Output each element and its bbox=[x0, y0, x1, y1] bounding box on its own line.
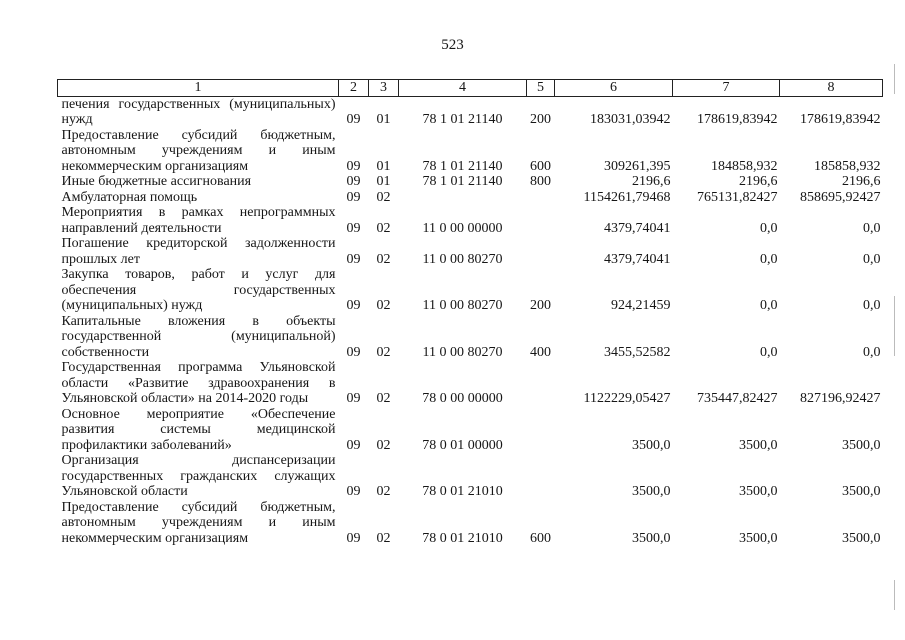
row-expense-type: 600 bbox=[530, 158, 551, 174]
row-amount-col7: 3500,0 bbox=[739, 484, 778, 499]
row-amount-col6: 3500,0 bbox=[632, 484, 671, 499]
row-target-code: 78 0 01 00000 bbox=[422, 437, 503, 453]
row-subsection: 02 bbox=[376, 344, 391, 360]
row-amount-col6: 183031,03942 bbox=[590, 112, 671, 127]
row-subsection: 01 bbox=[376, 112, 391, 127]
row-amount-col6: 2196,6 bbox=[632, 174, 671, 189]
row-name: печения государственных (муниципальных) нужд bbox=[61, 96, 336, 127]
row-name: Амбулаторная помощь bbox=[61, 189, 198, 205]
row-amount-col8: 178619,83942 bbox=[800, 112, 881, 127]
row-subsection: 02 bbox=[376, 391, 391, 406]
table-row bbox=[58, 128, 883, 175]
row-amount-col8: 0,0 bbox=[863, 298, 881, 313]
row-target-code: 11 0 00 80270 bbox=[422, 298, 503, 313]
row-name: Иные бюджетные ассигнования bbox=[61, 174, 252, 189]
row-amount-col6: 4379,74041 bbox=[604, 220, 671, 236]
row-target-code: 78 0 00 00000 bbox=[422, 391, 503, 406]
row-target-code: 78 0 01 21010 bbox=[422, 530, 503, 546]
row-amount-col7: 765131,82427 bbox=[697, 189, 778, 205]
table-row bbox=[58, 174, 883, 190]
column-header: 1 bbox=[58, 80, 339, 97]
row-target-code bbox=[399, 190, 527, 206]
row-subsection: 02 bbox=[376, 220, 391, 236]
column-header: 5 bbox=[527, 80, 555, 97]
row-amount-col8: 858695,92427 bbox=[800, 189, 881, 205]
row-section: 09 bbox=[346, 220, 361, 236]
row-amount-col8: 2196,6 bbox=[842, 174, 881, 189]
table-header-row bbox=[58, 80, 883, 97]
row-amount-col7: 0,0 bbox=[760, 220, 778, 236]
row-name: Государственная программа Ульяновской области «Развитие здравоохранения в Ульяновской области» на 2014-2020 годы bbox=[61, 360, 336, 406]
page-number: 523 bbox=[441, 37, 464, 53]
table-row bbox=[58, 236, 883, 267]
table-row bbox=[58, 453, 883, 500]
table-row bbox=[58, 205, 883, 236]
row-subsection: 02 bbox=[376, 484, 391, 499]
column-header: 2 bbox=[339, 80, 369, 97]
row-amount-col6: 1154261,79468 bbox=[583, 189, 671, 205]
table-row bbox=[58, 314, 883, 361]
row-section: 09 bbox=[346, 391, 361, 406]
column-header: 3 bbox=[369, 80, 399, 97]
row-expense-type bbox=[527, 453, 555, 500]
row-expense-type bbox=[527, 205, 555, 236]
row-amount-col7: 184858,932 bbox=[711, 158, 778, 174]
row-subsection: 02 bbox=[376, 530, 391, 546]
row-name: Предоставление субсидий бюджетным, автономным учреждениям и иным некоммерческим организациям bbox=[61, 127, 336, 174]
row-subsection: 01 bbox=[376, 174, 391, 189]
row-expense-type: 400 bbox=[530, 344, 551, 360]
row-amount-col6: 4379,74041 bbox=[604, 251, 671, 267]
row-subsection: 02 bbox=[376, 251, 391, 267]
row-amount-col7: 735447,82427 bbox=[697, 391, 778, 406]
row-expense-type: 200 bbox=[530, 112, 551, 127]
row-amount-col8: 0,0 bbox=[863, 220, 881, 236]
row-name: Капитальные вложения в объекты государственной (муниципальной) собственности bbox=[61, 313, 336, 360]
table-row bbox=[58, 500, 883, 547]
column-header: 8 bbox=[780, 80, 883, 97]
row-section: 09 bbox=[346, 112, 361, 127]
row-amount-col8: 185858,932 bbox=[814, 158, 881, 174]
row-expense-type bbox=[527, 407, 555, 454]
row-target-code: 11 0 00 80270 bbox=[422, 344, 503, 360]
row-name: Предоставление субсидий бюджетным, автономным учреждениям и иным некоммерческим организациям bbox=[61, 499, 336, 546]
row-target-code: 11 0 00 00000 bbox=[422, 220, 503, 236]
row-amount-col6: 3455,52582 bbox=[604, 344, 671, 360]
row-amount-col8: 3500,0 bbox=[842, 530, 881, 546]
row-section: 09 bbox=[346, 530, 361, 546]
row-expense-type bbox=[527, 236, 555, 267]
row-section: 09 bbox=[346, 251, 361, 267]
row-amount-col6: 309261,395 bbox=[604, 158, 671, 174]
row-amount-col6: 3500,0 bbox=[632, 530, 671, 546]
row-amount-col6: 3500,0 bbox=[632, 437, 671, 453]
row-amount-col7: 2196,6 bbox=[739, 174, 778, 189]
row-expense-type bbox=[527, 360, 555, 407]
row-section: 09 bbox=[346, 484, 361, 499]
row-amount-col7: 3500,0 bbox=[739, 437, 778, 453]
row-amount-col8: 3500,0 bbox=[842, 484, 881, 499]
row-amount-col7: 3500,0 bbox=[739, 530, 778, 546]
row-name: Организация диспансеризации государственных гражданских служащих Ульяновской области bbox=[61, 453, 336, 499]
row-name: Погашение кредиторской задолженности прошлых лет bbox=[61, 236, 336, 267]
row-target-code: 78 1 01 21140 bbox=[422, 158, 503, 174]
table-row bbox=[58, 360, 883, 407]
row-target-code: 78 1 01 21140 bbox=[422, 174, 503, 189]
row-amount-col7: 178619,83942 bbox=[697, 112, 778, 127]
row-amount-col7: 0,0 bbox=[760, 298, 778, 313]
row-name: Закупка товаров, работ и услуг для обеспечения государственных (муниципальных) нужд bbox=[61, 267, 336, 313]
scan-margin-mark bbox=[894, 296, 895, 356]
row-subsection: 02 bbox=[376, 189, 391, 205]
row-expense-type bbox=[527, 190, 555, 206]
column-header: 6 bbox=[555, 80, 673, 97]
row-target-code: 78 1 01 21140 bbox=[422, 112, 503, 127]
scan-margin-mark bbox=[894, 580, 895, 610]
row-expense-type: 200 bbox=[530, 298, 551, 313]
row-section: 09 bbox=[346, 174, 361, 189]
column-header: 7 bbox=[673, 80, 780, 97]
row-amount-col8: 3500,0 bbox=[842, 437, 881, 453]
table-row bbox=[58, 407, 883, 454]
row-amount-col6: 924,21459 bbox=[611, 298, 671, 313]
scan-margin-mark bbox=[894, 64, 895, 94]
row-subsection: 02 bbox=[376, 298, 391, 313]
row-amount-col8: 0,0 bbox=[863, 251, 881, 267]
row-section: 09 bbox=[346, 344, 361, 360]
row-target-code: 78 0 01 21010 bbox=[422, 484, 503, 499]
row-subsection: 02 bbox=[376, 437, 391, 453]
row-amount-col8: 0,0 bbox=[863, 344, 881, 360]
row-amount-col7: 0,0 bbox=[760, 251, 778, 267]
row-section: 09 bbox=[346, 189, 361, 205]
row-amount-col8: 827196,92427 bbox=[800, 391, 881, 406]
row-section: 09 bbox=[346, 437, 361, 453]
column-header: 4 bbox=[399, 80, 527, 97]
row-target-code: 11 0 00 80270 bbox=[422, 251, 503, 267]
table-row bbox=[58, 96, 883, 128]
row-amount-col6: 1122229,05427 bbox=[583, 391, 671, 406]
row-section: 09 bbox=[346, 158, 361, 174]
row-section: 09 bbox=[346, 298, 361, 313]
row-subsection: 01 bbox=[376, 158, 391, 174]
table-row bbox=[58, 267, 883, 314]
row-name: Основное мероприятие «Обеспечение развития системы медицинской профилактики заболеваний» bbox=[61, 406, 336, 453]
row-name: Мероприятия в рамках непрограммных направлений деятельности bbox=[61, 205, 336, 236]
row-expense-type: 600 bbox=[530, 530, 551, 546]
row-expense-type: 800 bbox=[530, 174, 551, 189]
budget-table bbox=[57, 79, 883, 546]
row-amount-col7: 0,0 bbox=[760, 344, 778, 360]
table-row bbox=[58, 190, 883, 206]
